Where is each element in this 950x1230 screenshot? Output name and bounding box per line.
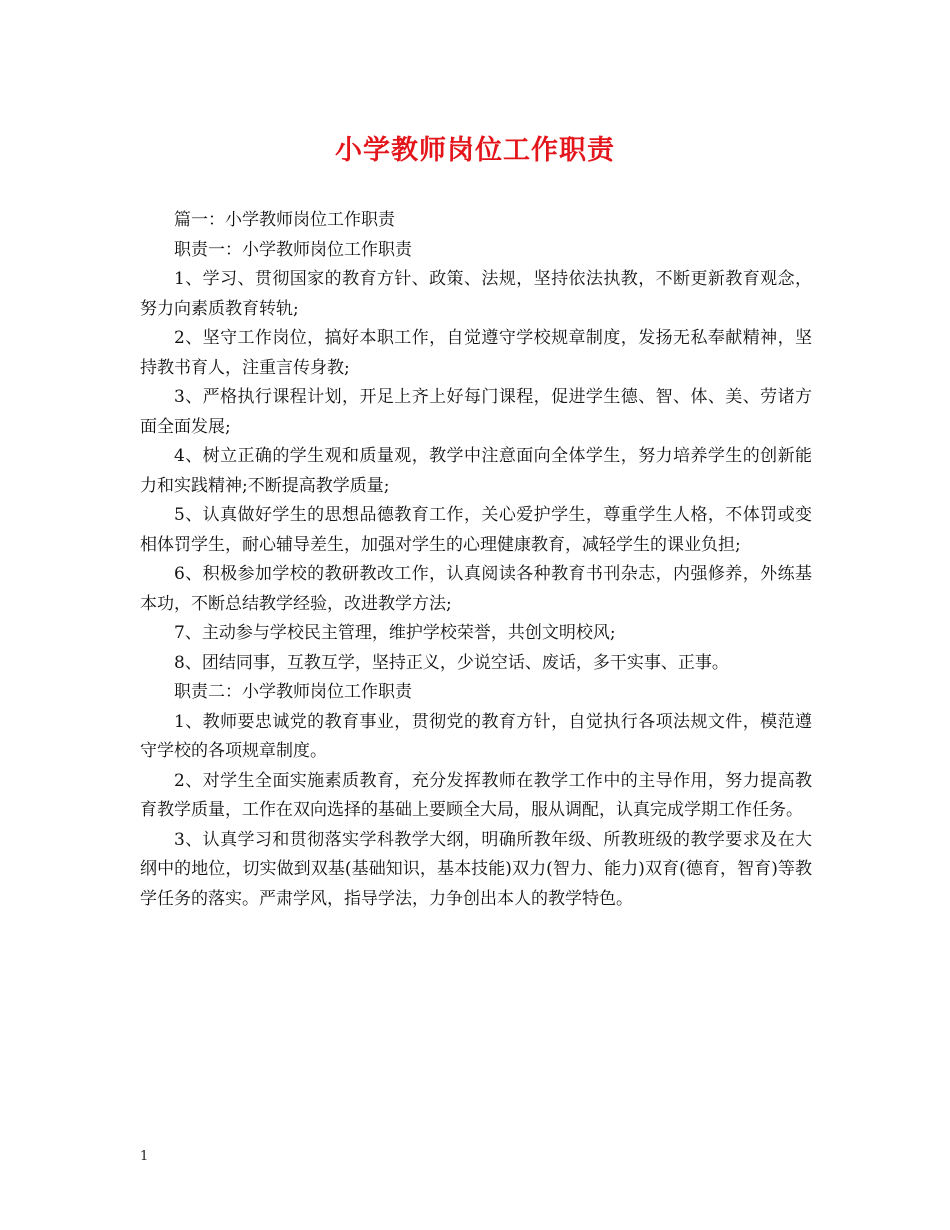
subsection-heading: 职责二：小学教师岗位工作职责 (174, 682, 412, 702)
duty-item: 1、学习、贯彻国家的教育方针、政策、法规，坚持依法执教，不断更新教育观念，努力向素质教育转轨; (140, 269, 812, 319)
duty-item: 3、严格执行课程计划，开足上齐上好每门课程，促进学生德、智、体、美、劳诸方面全面发展; (140, 387, 812, 437)
document-body (140, 206, 812, 914)
duty-item: 2、对学生全面实施素质教育，充分发挥教师在教学工作中的主导作用，努力提高教育教学质量，工作在双向选择的基础上要顾全大局，服从调配，认真完成学期工作任务。 (140, 770, 812, 820)
page-number: 1 (140, 1149, 149, 1164)
document-title: 小学教师岗位工作职责 (335, 135, 615, 166)
duty-item: 3、认真学习和贯彻落实学科教学大纲，明确所教年级、所教班级的教学要求及在大纲中的地位，切实做到双基(基础知识，基本技能)双力(智力、能力)双育(德育，智育)等教学任务的落实。严肃学风，指导学法，力争创出本人的教学特色。 (140, 829, 812, 909)
duty-item: 8、团结同事，互教互学，坚持正义，少说空话、废话，多干实事、正事。 (174, 652, 729, 673)
subsection-heading: 职责一：小学教师岗位工作职责 (174, 239, 412, 260)
duty-item: 4、树立正确的学生观和质量观，教学中注意面向全体学生，努力培养学生的创新能力和实践精神;不断提高教学质量; (140, 446, 812, 496)
duty-item: 2、坚守工作岗位，搞好本职工作，自觉遵守学校规章制度，发扬无私奉献精神，坚持教书育人，注重言传身教; (140, 328, 812, 378)
duty-item: 1、教师要忠诚党的教育事业，贯彻党的教育方针，自觉执行各项法规文件，模范遵守学校的各项规章制度。 (140, 711, 812, 761)
duty-item: 6、积极参加学校的教研教改工作，认真阅读各种教育书刊杂志，内强修养，外练基本功，不断总结教学经验，改进教学方法; (140, 564, 812, 614)
section-heading: 篇一：小学教师岗位工作职责 (174, 210, 395, 230)
duty-item: 5、认真做好学生的思想品德教育工作，关心爱护学生，尊重学生人格，不体罚或变相体罚学生，耐心辅导差生，加强对学生的心理健康教育，减轻学生的课业负担; (140, 505, 812, 555)
duty-item: 7、主动参与学校民主管理，维护学校荣誉，共创文明校风; (174, 623, 616, 643)
